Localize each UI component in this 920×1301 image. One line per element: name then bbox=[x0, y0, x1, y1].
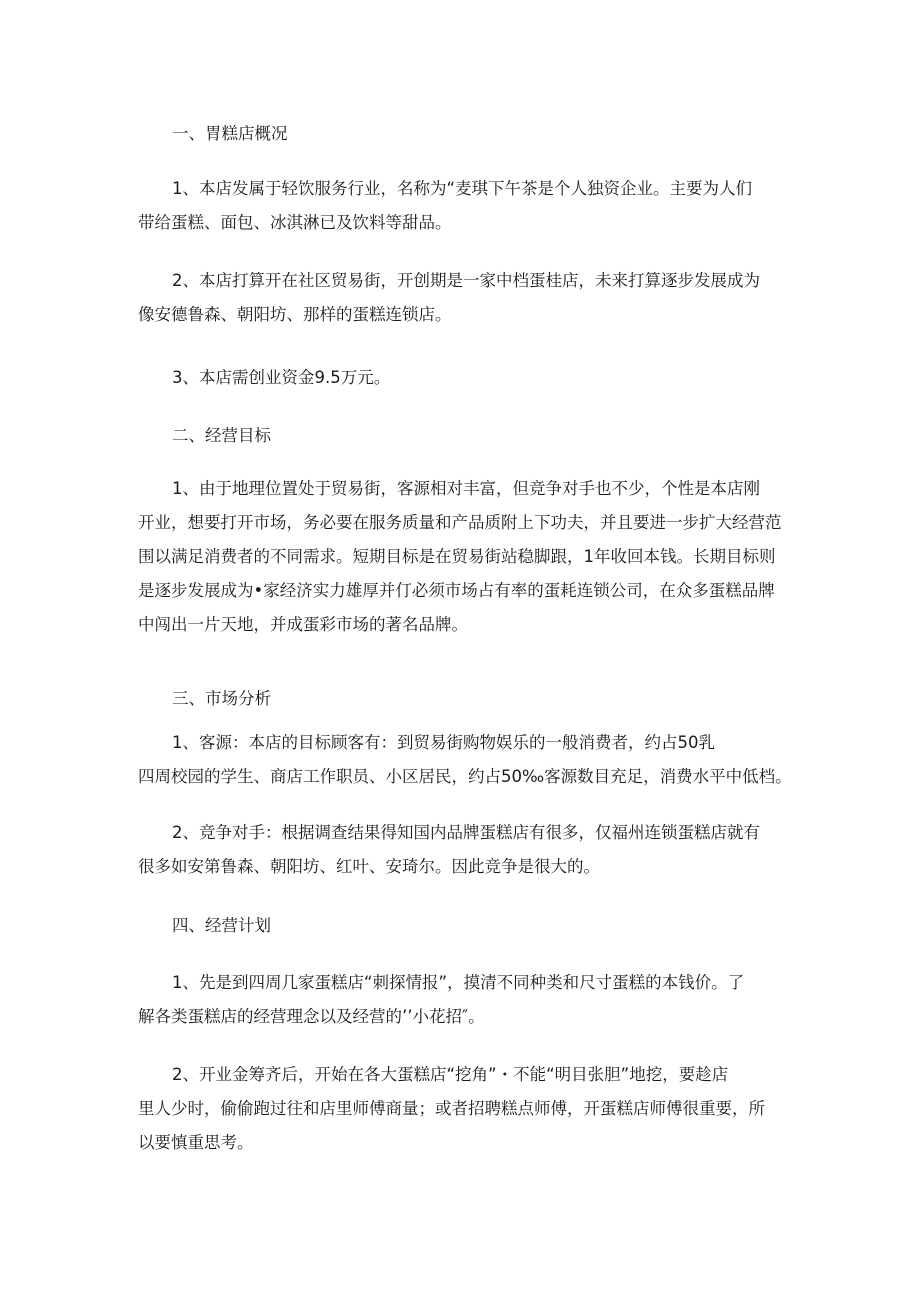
heading-text: 二、经营目标 bbox=[172, 426, 271, 445]
paragraph-line: 2、本店打算开在社区贸易街，开创期是一家中档蛋桂店，未来打算逐步发展成为 bbox=[172, 271, 760, 290]
section-heading-3 bbox=[138, 682, 798, 716]
section-heading-1 bbox=[138, 117, 798, 151]
paragraph-line: 3、本店需创业资金9.5万元。 bbox=[172, 368, 391, 387]
paragraph-3-1 bbox=[138, 726, 798, 794]
heading-text: 四、经营计划 bbox=[172, 916, 271, 935]
paragraph-line: 以要慎重思考。 bbox=[138, 1133, 254, 1152]
paragraph-line: 2、竞争对手：根据调查结果得知国内品牌蛋糕店有很多，仅福州连锁蛋糕店就有 bbox=[172, 823, 760, 842]
paragraph-line: 四周校园的学生、商店工作职员、小区居民，约占50‰客源数目充足，消费水平中低档。 bbox=[138, 767, 792, 786]
paragraph-line: 1、本店发属于轻饮服务行业，名称为“麦琪下午茶是个人独资企业。主要为人们 bbox=[172, 179, 753, 198]
paragraph-4-1 bbox=[138, 966, 798, 1034]
paragraph-line: 1、先是到四周几家蛋糕店“刺探情报”，摸清不同种类和尺寸蛋糕的本钱价。了 bbox=[172, 973, 745, 992]
paragraph-line: 带给蛋糕、面包、冰淇淋已及饮料等甜品。 bbox=[138, 213, 452, 232]
paragraph-line: 里人少时，偷偷跑过往和店里师傅商量；或者招聘糕点师傅，开蛋糕店师傅很重要，所 bbox=[138, 1099, 765, 1118]
paragraph-line: 是逐步发展成为•家经济实力雄厚并仃必须市场占有率的蛋耗连锁公司，在众多蛋糕品牌 bbox=[138, 581, 775, 600]
paragraph-line: 围以满足消费者的不同需求。短期目标是在贸易街站稳脚跟，1年收回本钱。长期目标则 bbox=[138, 547, 776, 566]
paragraph-line: 开业，想要打开市场，务必要在服务质量和产品质附上下功夫，并且要进一步扩大经营范 bbox=[138, 513, 782, 532]
paragraph-line: 解各类蛋糕店的经营理念以及经营的’’小花招″。 bbox=[138, 1007, 485, 1026]
paragraph-2-1 bbox=[138, 472, 798, 642]
paragraph-line: 2、开业金筹齐后，开始在各大蛋糕店“挖角”・不能“明目张胆”地挖，要趁店 bbox=[172, 1065, 729, 1084]
paragraph-line: 1、客源：本店的目标顾客有：到贸易街购物娱乐的一般消费者，约占50乳 bbox=[172, 733, 715, 752]
heading-text: 一、胃糕店概况 bbox=[172, 124, 288, 143]
heading-text: 三、市场分析 bbox=[172, 689, 271, 708]
paragraph-line: 中闯出一片天地，并成蛋彩市场的著名品牌。 bbox=[138, 615, 468, 634]
paragraph-line: 像安德鲁森、朝阳坊、那样的蛋糕连锁店。 bbox=[138, 305, 452, 324]
paragraph-line: 很多如安第鲁森、朝阳坊、红叶、安琦尔。因此竞争是很大的。 bbox=[138, 857, 600, 876]
section-heading-2 bbox=[138, 419, 798, 453]
paragraph-4-2 bbox=[138, 1058, 798, 1160]
paragraph-1-2 bbox=[138, 264, 798, 332]
section-heading-4 bbox=[138, 909, 798, 943]
paragraph-line: 1、由于地理位置处于贸易街，客源相对丰富，但竞争对手也不少，个性是本店刚 bbox=[172, 479, 760, 498]
paragraph-1-3 bbox=[138, 361, 798, 395]
paragraph-1-1 bbox=[138, 172, 798, 240]
paragraph-3-2 bbox=[138, 816, 798, 884]
